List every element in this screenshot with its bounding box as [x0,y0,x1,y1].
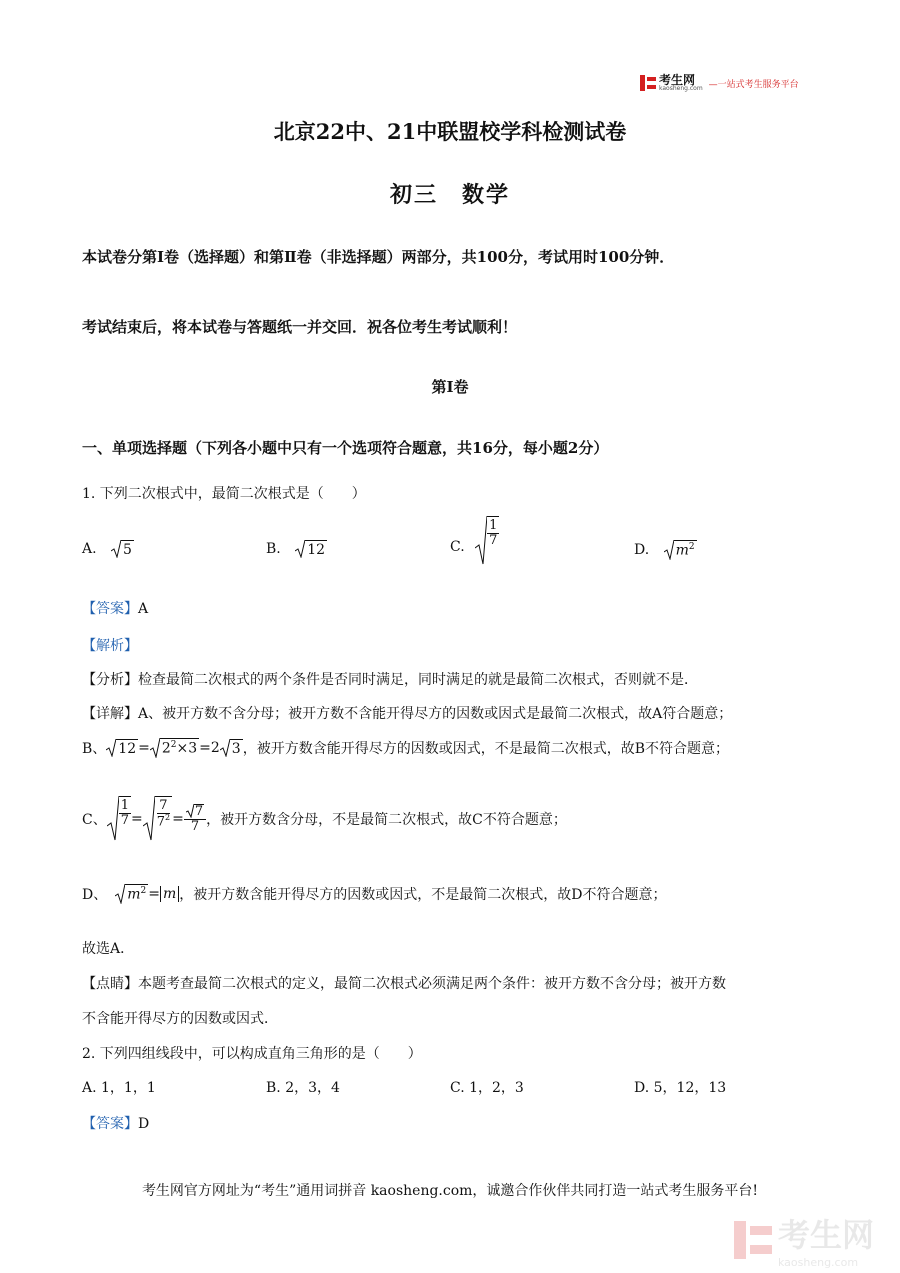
q1-dianjing-2: 不含能开得尽方的因数或因式． [82,1011,278,1027]
exam-title: 北京22中、21中联盟校学科检测试卷 [273,119,627,144]
sqrt-symbol: 12 [295,540,327,558]
q1-detail-b: B、 12 = $2^2\times 3$ =2 3 ，被开方数含能开得尽方的因数或因式，不是最简二次根式，故B不符合题意； [82,740,730,757]
q1-detail-c: C、 $\frac{1}{7}$ = $\frac{7}{7^2}$ = $\frac{7}{7}$ ，被开方数含分母，不是最简二次根式，故C不符合题意； [82,796,567,842]
q1-analysis-tag: 【解析】 [82,638,138,654]
q1-dianjing-1: 【点睛】本题考查最简二次根式的定义，最简二次根式必须满足两个条件：被开方数不含分母；被开方数 [82,976,726,992]
q2-stem: 2. 下列四组线段中，可以构成直角三角形的是（ ） [82,1046,422,1062]
q2-option-a: A. 1，1，1 [82,1080,156,1096]
intro-line-1: 本试卷分第Ⅰ卷（选择题）和第Ⅱ卷（非选择题）两部分，共100分，考试用时100分钟． [82,248,675,266]
q1-option-c: C. $\frac{1}{7}$ [450,516,499,566]
exam-subject: 初三 数学 [389,182,510,208]
detail-b-formula: 12 = $2^2\times 3$ =2 3 [106,738,242,758]
sqrt-symbol: $\frac{1}{7}$ [475,516,499,566]
q1-option-a: A. 5 [82,541,132,558]
watermark [734,1210,874,1269]
q1-detail-d: D、 $m^2$ = m ，被开方数含能开得尽方的因数或因式，不是最简二次根式，故D不符合题意； [82,886,667,903]
q1-option-b: B. 12 [266,541,326,558]
brand-logo [640,72,799,94]
watermark-logo-icon [734,1221,772,1259]
kaosheng-logo-icon [640,75,656,91]
logo-brand-en: kaosheng.com [659,85,703,92]
sqrt-symbol: $m^2$ [664,540,697,560]
q1-conclusion: 故选A． [82,941,135,957]
q1-fenxi: 【分析】检查最简二次根式的两个条件是否同时满足，同时满足的就是最简二次根式，否则就不是． [82,672,698,688]
page-footer: 考生网官方网址为“考生”通用词拼音 kaosheng.com，诚邀合作伙伴共同打造一站式考生服务平台! [141,1183,759,1199]
q2-option-c: C. 1，2，3 [450,1080,524,1096]
detail-d-formula: $m^2$ = m [115,884,179,904]
intro-line-2: 考试结束后，将本试卷与答题纸一并交回．祝各位考生考试顺利！ [82,318,518,336]
logo-slogan: —一站式考生服务平台 [708,79,799,90]
q1-answer: 【答案】A [82,601,149,617]
q1-stem: 1. 下列二次根式中，最简二次根式是（ ） [82,486,366,502]
sqrt-symbol: 5 [111,540,134,558]
q2-option-d: D. 5，12，13 [634,1080,727,1096]
logo-brand-cn: 考生网 [659,73,696,87]
q2-answer: 【答案】D [82,1116,150,1132]
q1-detail-a: 【详解】A、被开方数不含分母；被开方数不含能开得尽方的因数或因式是最简二次根式，故A符合题意； [82,706,733,722]
detail-c-formula: $\frac{1}{7}$ = $\frac{7}{7^2}$ = $\frac{7}{7}$ [107,796,206,842]
volume-heading: 第Ⅰ卷 [431,378,469,396]
q2-option-b: B. 2，3，4 [266,1080,340,1096]
watermark-cn: 考生网 [777,1216,874,1254]
section-heading: 一、单项选择题（下列各小题中只有一个选项符合题意，共16分，每小题2分） [82,439,609,457]
watermark-en: kaosheng.com [777,1256,859,1269]
q1-option-d: D. $m^2$ [634,542,695,559]
